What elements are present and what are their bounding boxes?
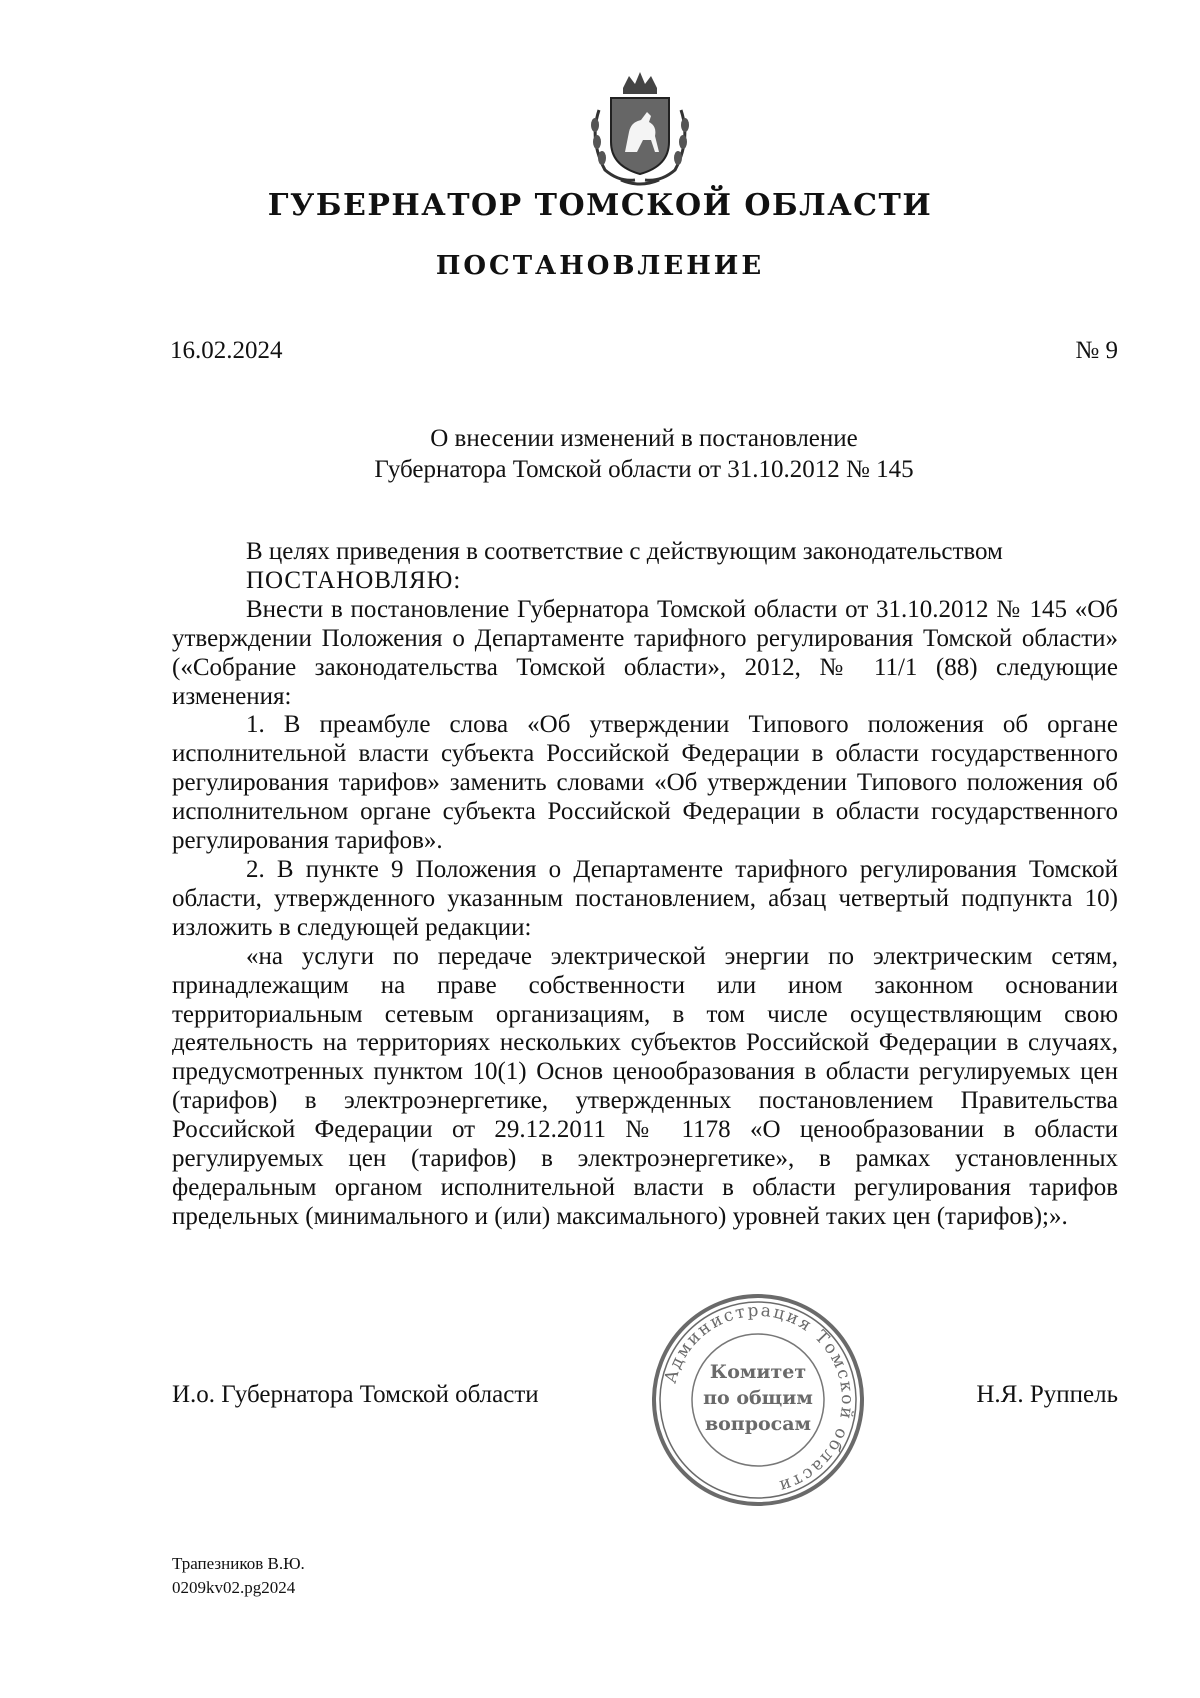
document-number: № 9 — [1075, 337, 1118, 364]
paragraph-new-wording: «на услуги по передаче электрической энергии по электрическим сетям, принадлежащим на праве собственности или ином законном основании территориальным сетевым организациям, в том числе осуществляющим свою деятельность на территориях нескольких субъектов Российской Федерации в случаях, предусмотренных пунктом 10(1) Основ ценообразования в области регулируемых цен (тарифов) в электроэнергетике, утвержденных постановлением Правительства Российской Федерации от 29.12.2011 № 1178 «О ценообразовании в области регулируемых цен (тарифов) в электроэнергетике», в рамках установленных федеральным органом исполнительной власти в области регулирования тарифов предельных (минимального и (или) максимального) уровней таких цен (тарифов);». — [172, 942, 1118, 1230]
footer — [172, 1552, 305, 1600]
subject-line-1: О внесении изменений в постановление — [430, 425, 858, 452]
seal-line-3: вопросам — [704, 1413, 812, 1435]
document-body — [172, 538, 1118, 1232]
signatory-name: Н.Я. Руппель — [976, 1381, 1118, 1408]
seal-ring-text: Администрация Томской области — [660, 1300, 858, 1497]
paragraph-main: Внести в постановление Губернатора Томской области от 31.10.2012 № 145 «Об утверждении Положения о Департаменте тарифного регулирования Томской области» («Собрание законодательства Томской области», 2012, № 11/1 (88) следующие изменения: — [172, 595, 1118, 710]
paragraph-item-1: 1. В преамбуле слова «Об утверждении Типового положения об органе исполнительной власти субъекта Российской Федерации в области государственного регулирования тарифов» заменить словами «Об утверждении Типового положения об исполнительном органе субъекта Российской Федерации в области государственного регулирования тарифов». — [172, 711, 1118, 855]
file-code: 0209kv02.pg2024 — [172, 1578, 296, 1597]
seal-line-1: Комитет — [709, 1361, 807, 1383]
subject-line-2: Губернатора Томской области от 31.10.2012 № 145 — [374, 456, 914, 483]
document-subject — [170, 423, 1118, 485]
document-type: ПОСТАНОВЛЕНИЕ — [435, 251, 765, 281]
document-date: 16.02.2024 — [170, 337, 283, 364]
tomsk-region-coat-of-arms-icon — [585, 70, 695, 190]
official-seal-stamp — [648, 1290, 868, 1510]
intro-paragraph: В целях приведения в соответствие с действующим законодательством — [246, 538, 1003, 565]
seal-line-2: по общим — [703, 1387, 813, 1409]
issuing-authority: ГУБЕРНАТОР ТОМСКОЙ ОБЛАСТИ — [267, 188, 933, 223]
executor-name: Трапезников В.Ю. — [172, 1554, 305, 1573]
paragraph-item-2: 2. В пункте 9 Положения о Департаменте тарифного регулирования Томской области, утвержденного указанным постановлением, абзац четвертый подпункта 10) изложить в следующей редакции: — [172, 855, 1118, 941]
signatory-title: И.о. Губернатора Томской области — [172, 1381, 539, 1408]
decree-word: ПОСТАНОВЛЯЮ: — [246, 566, 462, 594]
